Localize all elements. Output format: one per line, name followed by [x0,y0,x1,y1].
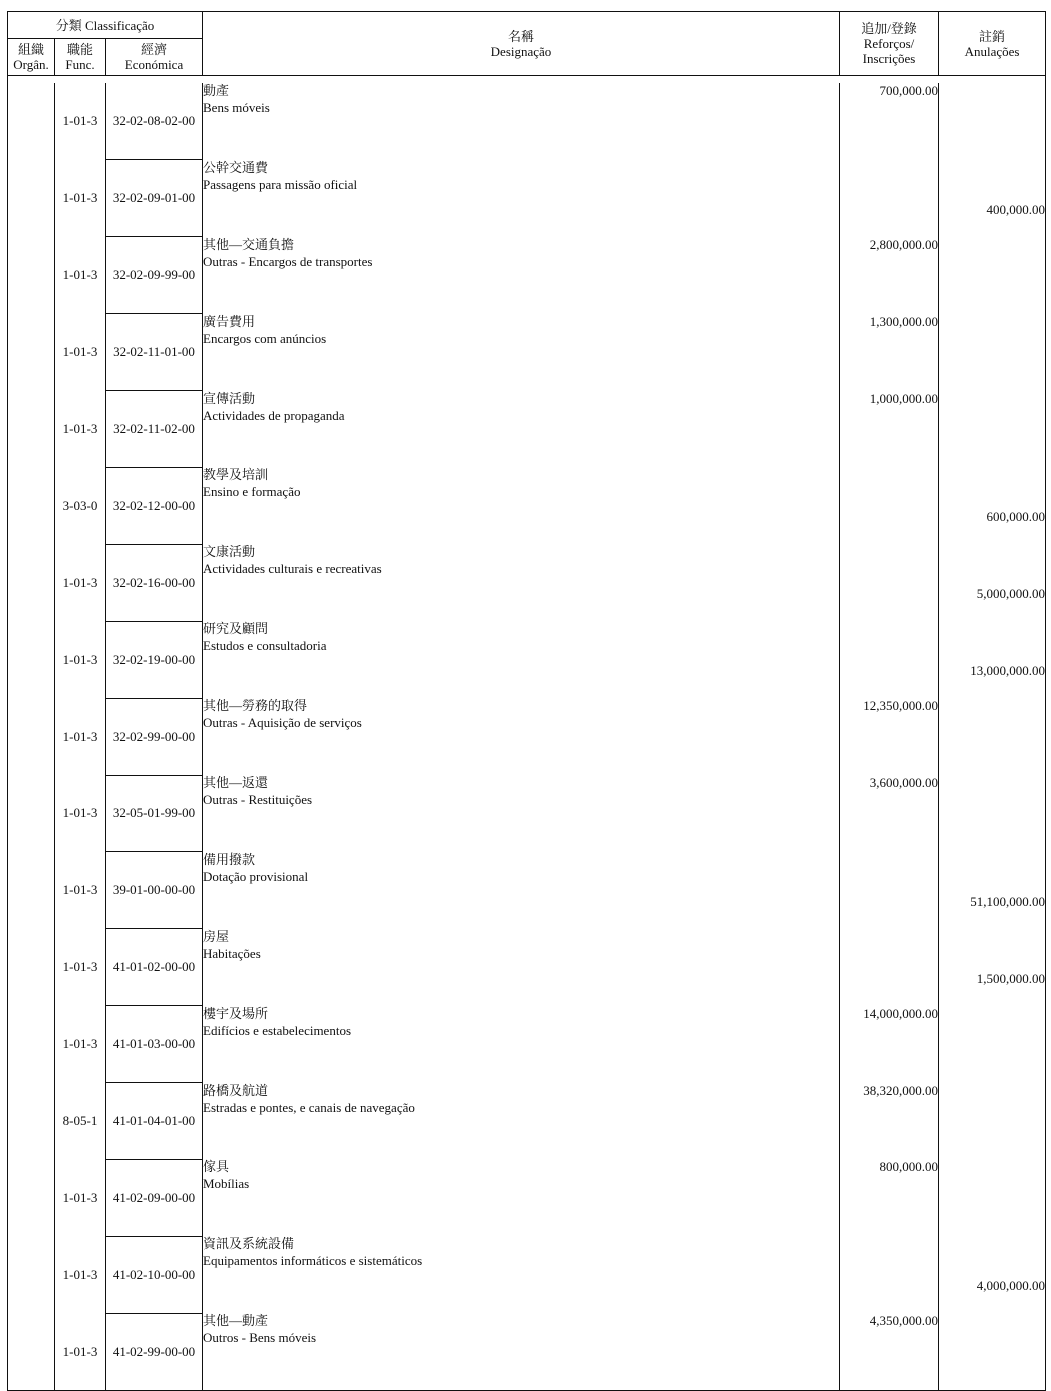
designation-zh: 教學及培訓 [203,467,269,483]
designation-cell [203,1083,840,1160]
organ-header [8,39,55,76]
econ-code: 41-02-09-00-00 [112,1189,196,1205]
func-code: 1-01-3 [62,1036,98,1052]
econ-cell [106,698,203,775]
table-row [8,1236,1046,1313]
anulacoes-cell [939,852,1046,929]
reforcos-value: 4,350,000.00 [869,1313,938,1329]
func-code: 1-01-3 [62,113,98,129]
func-code: 1-01-3 [62,1343,98,1359]
designation-zh: 動產 [203,83,230,98]
reforcos-cell [840,160,939,237]
anulacoes-value: 13,000,000.00 [970,663,1045,679]
func-header [55,39,106,76]
reforcos-cell [840,698,939,775]
designation-pt: Ensino e formação [203,484,301,500]
econ-cell [106,1159,203,1236]
designation-cell [203,237,840,314]
designation-zh: 公幹交通費 [203,159,269,175]
designation-pt: Dotação provisional [203,868,309,884]
reforcos-cell [840,467,939,544]
table-row [8,929,1046,1006]
econ-code: 32-02-09-99-00 [112,267,196,283]
econ-cell [106,852,203,929]
table-row [8,852,1046,929]
econ-cell [106,1006,203,1083]
organ-cell [8,83,55,160]
designation-zh: 房屋 [203,928,230,944]
designation-zh: 樓宇及場所 [203,1005,269,1021]
func-cell [55,83,106,160]
func-cell [55,314,106,391]
designation-pt: Equipamentos informáticos e sistemáticos [203,1253,423,1269]
budget-table [7,11,1046,1391]
anulacoes-header-zh: 註銷 [978,28,1005,44]
designation-cell [203,852,840,929]
designation-cell [203,314,840,391]
table-row [8,544,1046,621]
func-cell [55,1313,106,1390]
table-row [8,1313,1046,1390]
anulacoes-cell [939,1083,1046,1160]
table-row [8,237,1046,314]
anulacoes-cell [939,775,1046,852]
econ-header-zh: 經濟 [140,42,167,57]
reforcos-cell [840,544,939,621]
table-row [8,160,1046,237]
econ-code: 32-02-12-00-00 [112,497,196,513]
classification-header: 分類 Classificação [8,12,203,39]
func-cell [55,467,106,544]
designation-pt: Outras - Aquisição de serviços [203,715,362,731]
organ-cell [8,160,55,237]
designation-cell [203,1159,840,1236]
anulacoes-cell [939,544,1046,621]
reforcos-cell [840,237,939,314]
anulacoes-cell [939,1159,1046,1236]
econ-cell [106,929,203,1006]
designation-cell [203,1313,840,1390]
designation-cell [203,467,840,544]
table-row [8,83,1046,160]
reforcos-value: 38,320,000.00 [863,1082,938,1098]
table-row [8,1159,1046,1236]
designation-zh: 備用撥款 [203,851,256,867]
anulacoes-cell [939,160,1046,237]
designation-header [203,12,840,76]
designation-zh: 其他—返還 [203,775,269,791]
func-cell [55,1159,106,1236]
designation-header-pt: Designação [490,43,552,59]
designation-cell [203,160,840,237]
reforcos-cell [840,314,939,391]
econ-header-pt: Económica [124,57,184,72]
organ-cell [8,698,55,775]
econ-cell [106,314,203,391]
func-cell [55,544,106,621]
reforcos-value: 700,000.00 [879,83,938,98]
reforcos-cell [840,83,939,160]
reforcos-header [840,12,939,76]
func-cell [55,1236,106,1313]
econ-cell [106,1313,203,1390]
anulacoes-cell [939,1236,1046,1313]
reforcos-value: 2,800,000.00 [869,236,938,252]
anulacoes-cell [939,83,1046,160]
econ-cell [106,467,203,544]
func-cell [55,391,106,468]
econ-cell [106,621,203,698]
func-cell [55,621,106,698]
reforcos-value: 14,000,000.00 [863,1005,938,1021]
func-code: 1-01-3 [62,882,98,898]
anulacoes-value: 600,000.00 [986,509,1045,525]
designation-pt: Passagens para missão oficial [203,176,358,192]
func-code: 1-01-3 [62,574,98,590]
designation-pt: Habitações [203,945,261,961]
reforcos-cell [840,1159,939,1236]
anulacoes-cell [939,1313,1046,1390]
table-body [8,83,1046,1391]
header-gap [8,76,1046,84]
anulacoes-cell [939,391,1046,468]
organ-cell [8,314,55,391]
organ-cell [8,852,55,929]
econ-code: 39-01-00-00-00 [112,882,196,898]
designation-pt: Bens móveis [203,100,270,115]
organ-header-zh: 組織 [17,42,44,57]
designation-zh: 其他—交通負擔 [203,236,295,252]
table-row [8,391,1046,468]
func-cell [55,1006,106,1083]
designation-zh: 傢具 [203,1159,230,1175]
econ-cell [106,160,203,237]
anulacoes-value: 4,000,000.00 [976,1278,1045,1294]
func-code: 1-01-3 [62,651,98,667]
func-cell [55,929,106,1006]
anulacoes-cell [939,467,1046,544]
designation-zh: 宣傳活動 [203,390,256,406]
func-code: 1-01-3 [62,421,98,436]
designation-pt: Edifícios e estabelecimentos [203,1022,352,1038]
table-row [8,314,1046,391]
organ-cell [8,1006,55,1083]
econ-code: 32-02-11-01-00 [113,344,195,360]
econ-code: 41-01-02-00-00 [112,959,196,975]
designation-cell [203,929,840,1006]
reforcos-value: 12,350,000.00 [863,698,938,714]
organ-cell [8,544,55,621]
func-code: 3-03-0 [62,497,98,513]
organ-cell [8,1236,55,1313]
func-code: 1-01-3 [62,805,98,821]
table-row [8,698,1046,775]
organ-cell [8,391,55,468]
organ-cell [8,237,55,314]
econ-cell [106,391,203,468]
func-code: 1-01-3 [62,1189,98,1205]
designation-pt: Outras - Restituições [203,792,313,808]
designation-pt: Actividades de propaganda [203,407,345,423]
anulacoes-cell [939,698,1046,775]
econ-cell [106,237,203,314]
reforcos-value: 800,000.00 [879,1159,938,1175]
func-code: 1-01-3 [62,959,98,975]
organ-cell [8,467,55,544]
func-code: 1-01-3 [62,1266,98,1282]
designation-pt: Encargos com anúncios [203,330,327,346]
anulacoes-cell [939,929,1046,1006]
anulacoes-value: 1,500,000.00 [976,970,1045,986]
reforcos-cell [840,621,939,698]
table-row [8,621,1046,698]
reforcos-header-pt2: Inscrições [862,51,916,66]
designation-zh: 其他—勞務的取得 [203,698,308,714]
reforcos-value: 1,300,000.00 [869,313,938,329]
designation-zh: 研究及顧問 [203,621,269,637]
anulacoes-cell [939,237,1046,314]
func-cell [55,1083,106,1160]
reforcos-cell [840,929,939,1006]
organ-header-pt: Orgân. [13,57,49,72]
econ-code: 32-02-16-00-00 [112,574,196,590]
reforcos-header-zh: 追加/登錄 [861,21,917,36]
designation-cell [203,83,840,160]
organ-cell [8,929,55,1006]
reforcos-value: 3,600,000.00 [869,775,938,791]
designation-pt: Actividades culturais e recreativas [203,561,382,577]
designation-cell [203,1236,840,1313]
reforcos-cell [840,775,939,852]
func-code: 8-05-1 [62,1113,98,1129]
func-code: 1-01-3 [62,267,98,283]
table-row [8,467,1046,544]
func-cell [55,775,106,852]
econ-cell [106,1083,203,1160]
func-header-zh: 職能 [66,42,93,57]
econ-cell [106,775,203,852]
designation-cell [203,391,840,468]
designation-zh: 資訊及系統設備 [203,1236,295,1252]
econ-header [106,39,203,76]
anulacoes-header-pt: Anulações [964,43,1020,59]
reforcos-cell [840,852,939,929]
reforcos-cell [840,1006,939,1083]
func-code: 1-01-3 [62,728,98,744]
organ-cell [8,775,55,852]
designation-header-zh: 名稱 [507,28,534,44]
func-header-pt: Func. [65,57,95,72]
table-row [8,1006,1046,1083]
designation-zh: 廣告費用 [203,313,256,329]
econ-code: 32-02-08-02-00 [112,113,196,129]
anulacoes-cell [939,314,1046,391]
econ-code: 32-02-11-02-00 [113,421,195,436]
designation-pt: Outros - Bens móveis [203,1330,317,1346]
econ-code: 32-05-01-99-00 [112,805,196,821]
reforcos-cell [840,1236,939,1313]
func-cell [55,852,106,929]
reforcos-header-pt1: Reforços/ [863,36,915,51]
func-cell [55,698,106,775]
anulacoes-value: 51,100,000.00 [970,893,1045,909]
func-code: 1-01-3 [62,190,98,206]
anulacoes-cell [939,1006,1046,1083]
designation-cell [203,775,840,852]
designation-cell [203,698,840,775]
econ-cell [106,1236,203,1313]
anulacoes-value: 400,000.00 [986,201,1045,217]
econ-cell [106,83,203,160]
designation-zh: 路橋及航道 [203,1082,269,1098]
designation-cell [203,1006,840,1083]
func-cell [55,160,106,237]
organ-cell [8,1083,55,1160]
designation-pt: Estradas e pontes, e canais de navegação [203,1099,415,1115]
designation-zh: 文康活動 [203,544,256,560]
econ-code: 32-02-19-00-00 [112,651,196,667]
designation-pt: Mobílias [203,1176,250,1192]
organ-cell [8,1313,55,1390]
designation-zh: 其他—動產 [203,1313,269,1329]
anulacoes-cell [939,621,1046,698]
econ-code: 41-01-04-01-00 [112,1113,196,1129]
designation-pt: Estudos e consultadoria [203,638,327,654]
reforcos-value: 1,000,000.00 [869,390,938,406]
anulacoes-value: 5,000,000.00 [976,586,1045,602]
econ-cell [106,544,203,621]
reforcos-cell [840,391,939,468]
func-code: 1-01-3 [62,344,98,360]
econ-code: 32-02-09-01-00 [112,190,196,206]
func-cell [55,237,106,314]
econ-code: 41-02-10-00-00 [112,1266,196,1282]
econ-code: 41-01-03-00-00 [112,1036,196,1052]
designation-cell [203,544,840,621]
organ-cell [8,621,55,698]
designation-pt: Outras - Encargos de transportes [203,253,373,269]
econ-code: 32-02-99-00-00 [112,728,196,744]
reforcos-cell [840,1083,939,1160]
reforcos-cell [840,1313,939,1390]
designation-cell [203,621,840,698]
table-row [8,1083,1046,1160]
organ-cell [8,1159,55,1236]
anulacoes-header [939,12,1046,76]
econ-code: 41-02-99-00-00 [112,1343,196,1359]
table-row [8,775,1046,852]
